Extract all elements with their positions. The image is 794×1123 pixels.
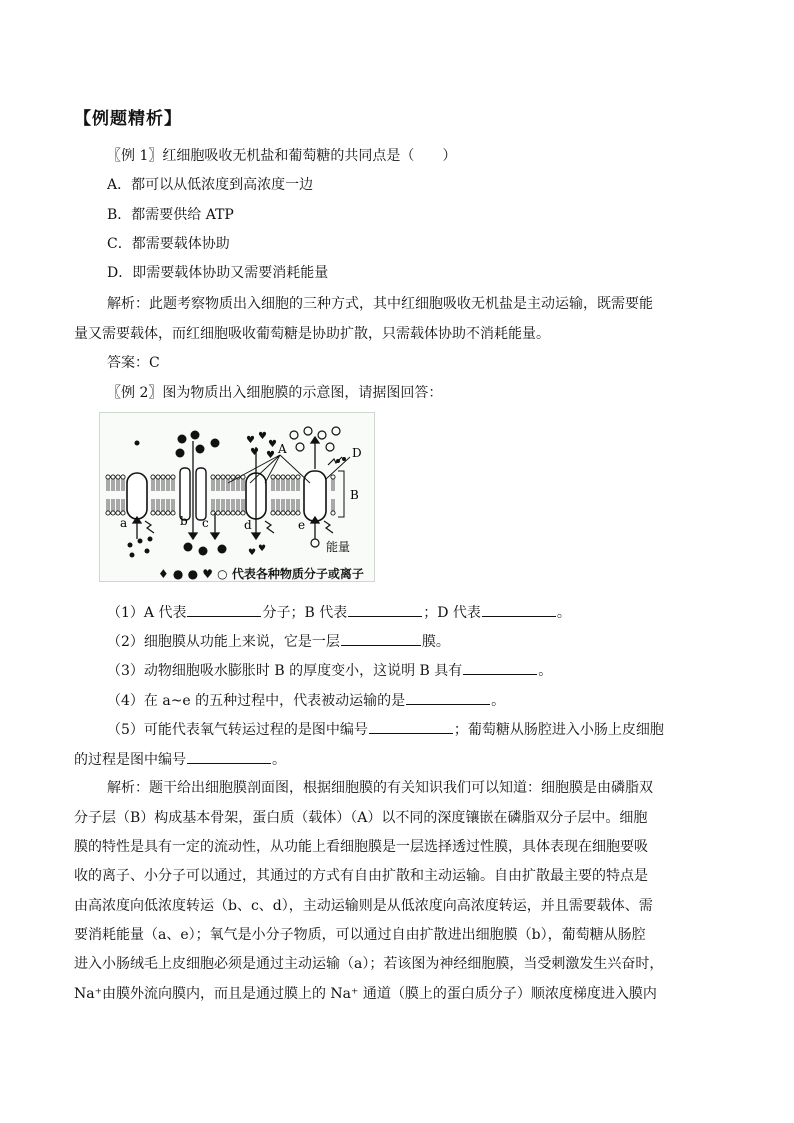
- example1-answer: 答案：C: [107, 355, 160, 371]
- example2-analysis-line8: Na⁺由膜外流向膜内，而且是通过膜上的 Na⁺ 通道（膜上的蛋白质分子）顺浓度梯度进入膜内: [74, 986, 657, 1002]
- inside-hearts: [248, 544, 266, 558]
- label-energy: 能量: [326, 540, 351, 554]
- lipid-head: [236, 511, 240, 515]
- lipid-tail: [232, 499, 234, 511]
- label-D: D: [352, 446, 362, 460]
- lipid-head: [121, 475, 125, 479]
- label-A: A: [278, 442, 287, 456]
- lipid-tail: [157, 479, 159, 491]
- lipid-tail: [167, 479, 169, 491]
- example2-analysis-line2: 分子层（B）构成基本骨架，蛋白质（载体）（A）以不同的深度镶嵌在磷脂双分子层中。细胞: [74, 810, 648, 826]
- lipid-head: [286, 475, 290, 479]
- lipid-head: [286, 511, 290, 515]
- lipid-head: [331, 511, 335, 515]
- example1-option-c: C．都需要载体协助: [107, 236, 230, 252]
- lipid-head: [241, 511, 245, 515]
- example1-option-b: B．都需要供给 ATP: [107, 207, 234, 223]
- lipid-tail: [227, 499, 229, 511]
- channel-b-left: [180, 468, 190, 520]
- lipid-head: [296, 511, 300, 515]
- lipid-tail: [282, 479, 284, 491]
- lipid-tail: [332, 499, 334, 511]
- legend-text: 代表各种物质分子或离子: [231, 567, 364, 581]
- example2-analysis-line4: 收的离子、小分子可以通过，其通过的方式有自由扩散和主动运输。自由扩散最主要的特点是: [74, 868, 648, 884]
- lipid-tail: [222, 479, 224, 491]
- answer-blank[interactable]: [187, 602, 261, 617]
- lipid-head: [166, 475, 170, 479]
- lipid-head: [106, 475, 110, 479]
- lipid-head: [151, 475, 155, 479]
- svg-text:♥: ♥: [266, 450, 275, 461]
- svg-text:♥: ♥: [268, 439, 277, 450]
- figure-legend: [158, 565, 364, 582]
- lipid-head: [276, 511, 280, 515]
- lipid-head: [151, 511, 155, 515]
- lipid-tail: [272, 479, 274, 491]
- lipid-head: [111, 511, 115, 515]
- lipid-tail: [162, 499, 164, 511]
- lipid-tail: [242, 479, 244, 491]
- example2-analysis-line3: 膜的特性是具有一定的流动性，从功能上看细胞膜是一层选择透过性膜，具体表现在细胞要吸: [74, 839, 648, 855]
- carrier-protein-e: [304, 471, 326, 521]
- answer-blank[interactable]: [348, 602, 422, 617]
- question-3: （3）动物细胞吸水膨胀时 B 的厚度变小，这说明 B 具有 。: [107, 660, 552, 681]
- answer-blank[interactable]: [406, 690, 490, 705]
- svg-text:♥: ♥: [246, 435, 255, 446]
- answer-blank[interactable]: [341, 631, 421, 646]
- lipid-tail: [107, 479, 109, 491]
- lipid-tail: [217, 479, 219, 491]
- example1-question: 〖例 1〗红细胞吸收无机盐和葡萄糖的共同点是（ ）: [107, 148, 457, 164]
- question-2: （2）细胞膜从功能上来说，它是一层 膜。: [107, 631, 450, 652]
- lipid-tail: [112, 479, 114, 491]
- label-b: b: [180, 514, 188, 528]
- answer-blank[interactable]: [369, 719, 453, 734]
- lipid-head: [226, 511, 230, 515]
- svg-text:♥: ♥: [258, 431, 267, 442]
- lipid-head: [216, 511, 220, 515]
- lipid-head: [211, 475, 215, 479]
- lipid-head: [171, 475, 175, 479]
- question-5-line2: 的过程是图中编号 。: [74, 749, 286, 770]
- lipid-tail: [172, 479, 174, 491]
- example1-analysis-line2: 量又需要载体，而红细胞吸收葡萄糖是协助扩散，只需载体协助不消耗能量。: [74, 326, 550, 342]
- lipid-head: [331, 475, 335, 479]
- lipid-head: [106, 511, 110, 515]
- lipid-tail: [332, 479, 334, 491]
- lipid-tail: [117, 479, 119, 491]
- lipid-tail: [297, 479, 299, 491]
- membrane-drawing: [100, 413, 376, 583]
- lipid-head: [116, 475, 120, 479]
- example1-option-a: A．都可以从低浓度到高浓度一边: [107, 177, 314, 193]
- lipid-head: [271, 511, 275, 515]
- lipid-tail: [212, 479, 214, 491]
- example2-question: 〖例 2〗图为物质出入细胞膜的示意图，请据图回答：: [107, 385, 443, 401]
- molecules-inside: [128, 537, 320, 558]
- lipid-head: [161, 511, 165, 515]
- heart-molecules: [246, 431, 277, 461]
- svg-text:♥: ♥: [250, 447, 259, 458]
- lipid-head: [156, 511, 160, 515]
- lipid-head: [221, 511, 225, 515]
- label-c: c: [202, 516, 209, 530]
- lipid-head: [291, 475, 295, 479]
- cell-membrane-diagram: [99, 412, 375, 582]
- lipid-tail: [287, 479, 289, 491]
- lipid-head: [216, 475, 220, 479]
- lipid-head: [171, 511, 175, 515]
- lipid-tail: [237, 499, 239, 511]
- example2-analysis-line5: 由高浓度向低浓度转运（b、c、d），主动运输则是从低浓度向高浓度转运，并且需要载体、需: [74, 898, 653, 914]
- lipid-tail: [212, 499, 214, 511]
- example1-analysis-line1: 解析：此题考察物质出入细胞的三种方式，其中红细胞吸收无机盐是主动运输，既需要能: [107, 296, 653, 312]
- lipid-tail: [157, 499, 159, 511]
- question-4: （4）在 a~e 的五种过程中，代表被动运输的是 。: [107, 690, 505, 711]
- lipid-head: [231, 511, 235, 515]
- lipid-head: [111, 475, 115, 479]
- lipid-tail: [107, 499, 109, 511]
- lipid-tail: [152, 499, 154, 511]
- example2-analysis-line1: 解析：题干给出细胞膜剖面图，根据细胞膜的有关知识我们可以知道：细胞膜是由磷脂双: [107, 780, 653, 796]
- lipid-tail: [272, 499, 274, 511]
- answer-blank[interactable]: [463, 660, 537, 675]
- lipid-head: [221, 475, 225, 479]
- lipid-head: [291, 511, 295, 515]
- carrier-protein-a: [127, 473, 147, 519]
- lipid-tail: [122, 499, 124, 511]
- section-heading: 【例题精析】: [74, 109, 182, 129]
- label-d: d: [244, 518, 252, 532]
- lipid-tail: [292, 479, 294, 491]
- lipid-tail: [292, 499, 294, 511]
- label-B: B: [350, 488, 359, 502]
- answer-blank[interactable]: [482, 602, 556, 617]
- lipid-tail: [277, 479, 279, 491]
- lipid-tail: [282, 499, 284, 511]
- example2-analysis-line6: 要消耗能量（a、e）；氧气是小分子物质，可以通过自由扩散进出细胞膜（b），葡萄糖从肠腔: [74, 927, 646, 943]
- lipid-head: [296, 475, 300, 479]
- legend-symbols: ♦ ● ● ♥ ○: [158, 567, 232, 581]
- lipid-head: [116, 511, 120, 515]
- lipid-tail: [287, 499, 289, 511]
- question-5-line1: （5）可能代表氧气转运过程的是图中编号 ；葡萄糖从肠腔进入小肠上皮细胞: [107, 719, 664, 740]
- lipid-tail: [167, 499, 169, 511]
- lipid-head: [281, 511, 285, 515]
- lipid-tail: [277, 499, 279, 511]
- svg-text:♥: ♥: [248, 548, 257, 558]
- lipid-tail: [237, 479, 239, 491]
- question-1: （1）A 代表 分子；B 代表 ；D 代表 。: [107, 602, 571, 623]
- lipid-tail: [117, 499, 119, 511]
- lipid-head: [166, 511, 170, 515]
- label-e: e: [298, 518, 306, 532]
- lipid-tail: [297, 499, 299, 511]
- lipid-head: [231, 475, 235, 479]
- lipid-head: [161, 475, 165, 479]
- lipid-head: [276, 475, 280, 479]
- example2-analysis-line7: 进入小肠绒毛上皮细胞必须是通过主动运输（a）；若该图为神经细胞膜，当受刺激发生兴奋时，: [74, 956, 664, 972]
- lipid-head: [271, 475, 275, 479]
- molecules-outside: [135, 427, 347, 463]
- label-a: a: [120, 516, 128, 530]
- lipid-head: [281, 475, 285, 479]
- svg-text:♥: ♥: [258, 544, 267, 554]
- lipid-tail: [162, 479, 164, 491]
- lipid-tail: [222, 499, 224, 511]
- example1-option-d: D．即需要载体协助又需要消耗能量: [107, 265, 329, 281]
- lipid-head: [121, 511, 125, 515]
- lipid-tail: [227, 479, 229, 491]
- channel-b-right: [196, 468, 206, 520]
- lipid-tail: [242, 499, 244, 511]
- lipid-tail: [217, 499, 219, 511]
- answer-blank[interactable]: [187, 749, 271, 764]
- lipid-tail: [152, 479, 154, 491]
- lipid-tail: [122, 479, 124, 491]
- lipid-head: [226, 475, 230, 479]
- lipid-head: [156, 475, 160, 479]
- lipid-tail: [112, 499, 114, 511]
- lipid-tail: [172, 499, 174, 511]
